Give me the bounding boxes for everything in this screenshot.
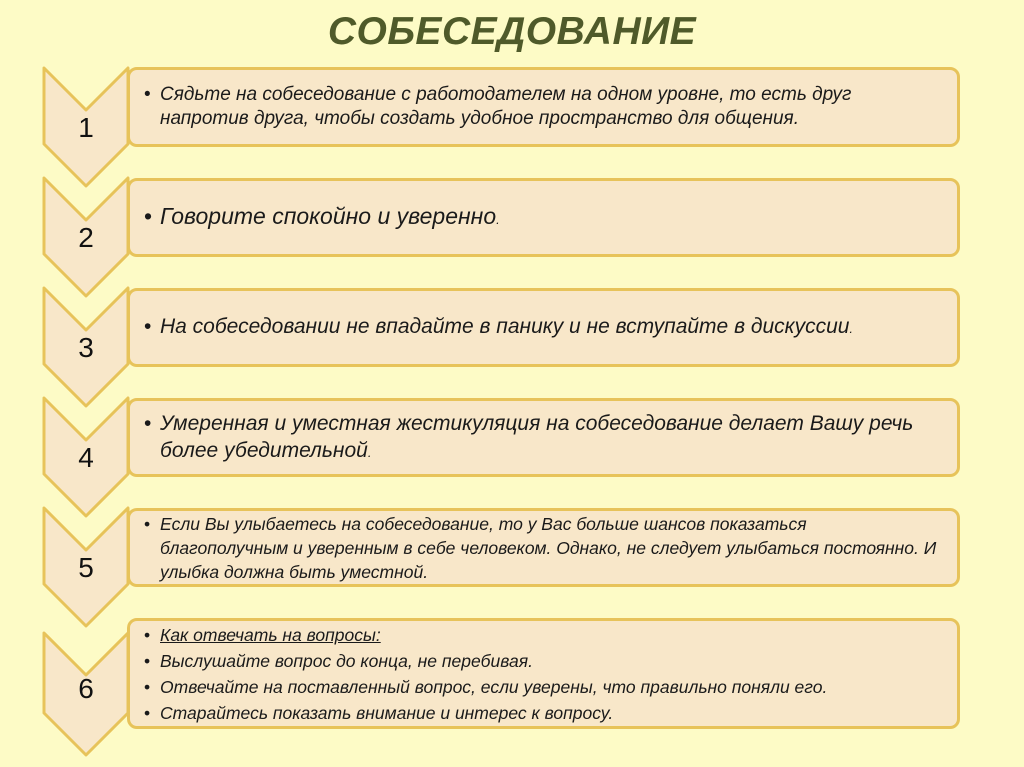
step-4-item — [144, 410, 937, 466]
step-number-6: 6 — [78, 673, 94, 704]
step-number-4: 4 — [78, 442, 94, 473]
step-number-2: 2 — [78, 222, 94, 253]
step-number-1: 1 — [78, 112, 94, 143]
step-4-text: Умеренная и уместная жестикуляция на собеседование делает Вашу речь более убедительной — [160, 411, 914, 462]
step-6-item-3: • Старайтесь показать внимание и интерес к вопросу. — [144, 702, 937, 724]
step-3-text: На собеседовании не впадайте в панику и не вступайте в дискуссии — [160, 314, 850, 338]
step-number-5: 5 — [78, 552, 94, 583]
step-box-5 — [127, 508, 960, 587]
step-box-6 — [127, 618, 960, 729]
step-6-item-1: • Выслушайте вопрос до конца, не перебивая. — [144, 650, 937, 672]
step-1-text: • Сядьте на собеседование с работодателем на одном уровне, то есть друг напротив друга, чтобы создать удобное пространство для общения. — [144, 83, 937, 131]
step-box-4 — [127, 398, 960, 477]
step-5-text: • Если Вы улыбаетесь на собеседование, то у Вас больше шансов показаться благополучным и уверенным в себе человеком. Однако, не следует улыбаться постоянно. И улыбка должна быть уместной. — [144, 512, 937, 584]
page-title: СОБЕСЕДОВАНИЕ — [327, 10, 697, 53]
step-3-trail: . — [849, 320, 854, 336]
step-3-item — [144, 314, 937, 342]
step-6-heading-text: Как отвечать на вопросы: — [160, 624, 381, 645]
step-6-item-2: • Отвечайте на поставленный вопрос, если уверены, что правильно поняли его. — [144, 676, 937, 698]
step-2-item — [144, 202, 937, 234]
step-number-3: 3 — [78, 332, 94, 363]
step-4-trail: . — [367, 444, 372, 460]
step-6-heading — [144, 624, 937, 646]
step-box-3 — [127, 288, 960, 367]
step-box-2 — [127, 178, 960, 257]
step-2-text: Говорите спокойно и уверенно — [160, 202, 497, 229]
step-box-1 — [127, 67, 960, 147]
step-2-trail: . — [496, 211, 500, 227]
